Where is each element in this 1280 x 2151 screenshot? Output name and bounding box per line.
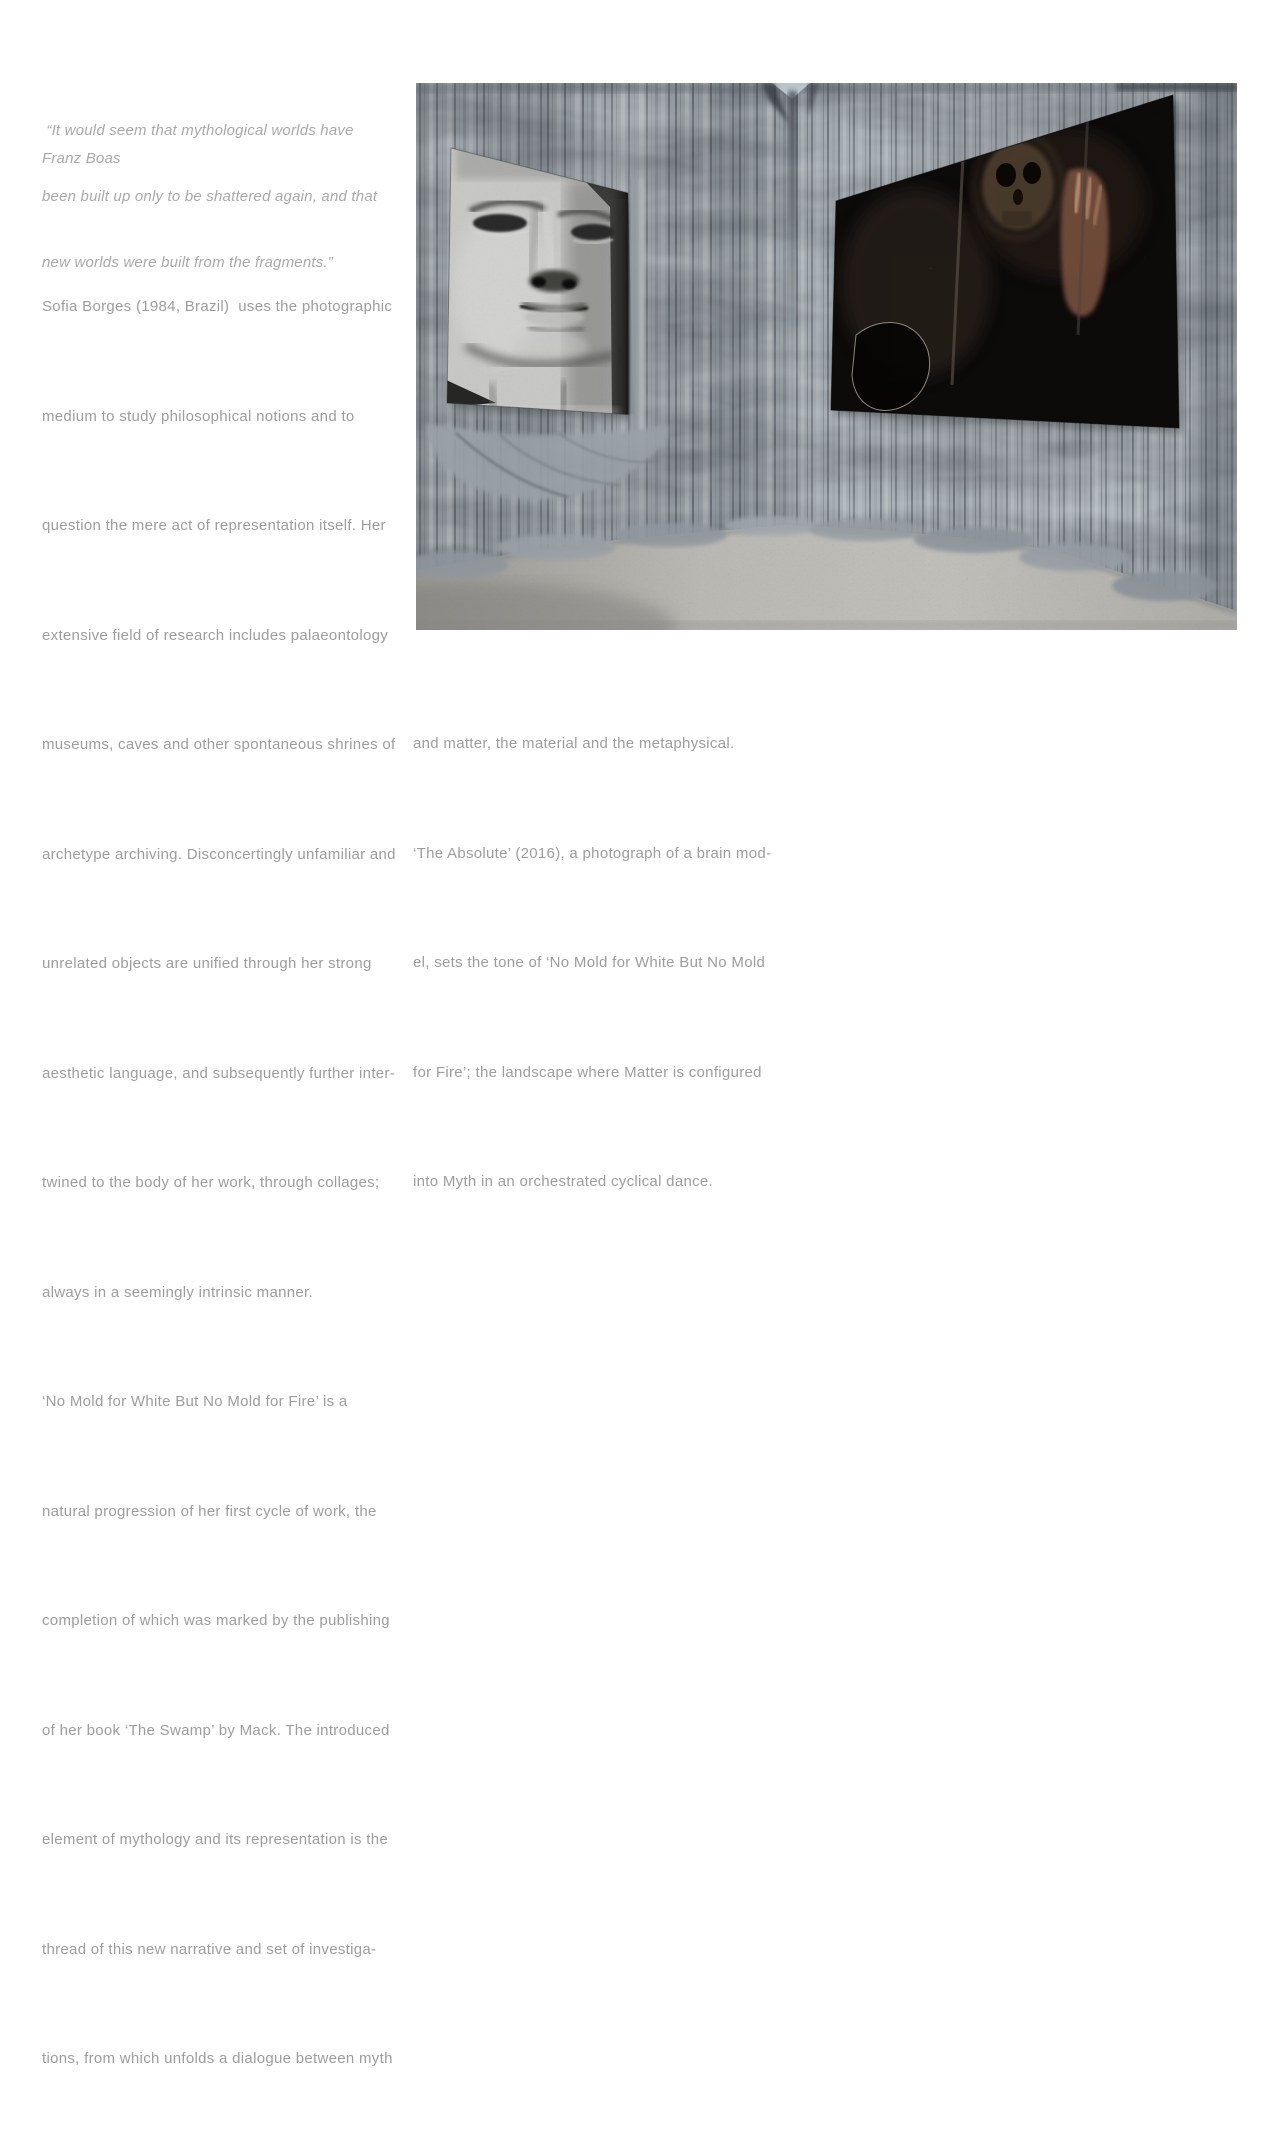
text-line: Sofia Borges (1984, Brazil) uses the photographic — [42, 298, 393, 315]
text-line: aesthetic language, and subsequently further inter- — [42, 1064, 396, 1082]
text-line: thread of this new narrative and set of investiga- — [42, 1940, 377, 1958]
text-line: medium to study philosophical notions and to — [42, 407, 355, 425]
text-line: and matter, the material and the metaphysical. — [413, 735, 735, 752]
text-line: el, sets the tone of ‘No Mold for White But No Mold — [413, 954, 766, 971]
text-line: of her book ‘The Swamp’ by Mack. The introduced — [42, 1721, 390, 1739]
text-line: always in a seemingly intrinsic manner. — [42, 1283, 313, 1301]
exhibition-install-image — [416, 83, 1237, 630]
text-line: for Fire’; the landscape where Matter is configured — [413, 1063, 762, 1081]
quote-line: new worlds were built from the fragments.” — [42, 254, 334, 271]
text-line: into Myth in an orchestrated cyclical dance. — [413, 1173, 714, 1190]
text-line: twined to the body of her work, through collages; — [42, 1174, 380, 1191]
text-line: tions, from which unfolds a dialogue between myth — [42, 2050, 393, 2067]
exhibition-photo — [416, 83, 1237, 630]
text-line: ‘No Mold for White But No Mold for Fire’ is a — [42, 1393, 348, 1410]
text-line: element of mythology and its representation is the — [42, 1831, 389, 1848]
text-line: archetype archiving. Disconcertingly unfamiliar and — [42, 845, 396, 863]
text-line: ‘The Absolute’ (2016), a photograph of a brain mod- — [413, 844, 772, 862]
quote-line: been built up only to be shattered again, and that — [42, 188, 378, 205]
body-text-left-column — [42, 216, 396, 2151]
text-line: unrelated objects are unified through her strong — [42, 955, 372, 972]
body-text-right-column — [413, 653, 813, 1274]
text-line: question the mere act of representation itself. Her — [42, 517, 386, 534]
text-line: extensive field of research includes palaeontology — [42, 626, 389, 644]
room-corner-seam — [788, 91, 797, 361]
text-line: museums, caves and other spontaneous shrines of — [42, 736, 396, 753]
text-line: natural progression of her first cycle of work, the — [42, 1502, 377, 1520]
text-line: completion of which was marked by the publishing — [42, 1612, 390, 1629]
quote-line: “It would seem that mythological worlds have — [42, 122, 354, 139]
quote-attribution: Franz Boas — [42, 150, 121, 167]
